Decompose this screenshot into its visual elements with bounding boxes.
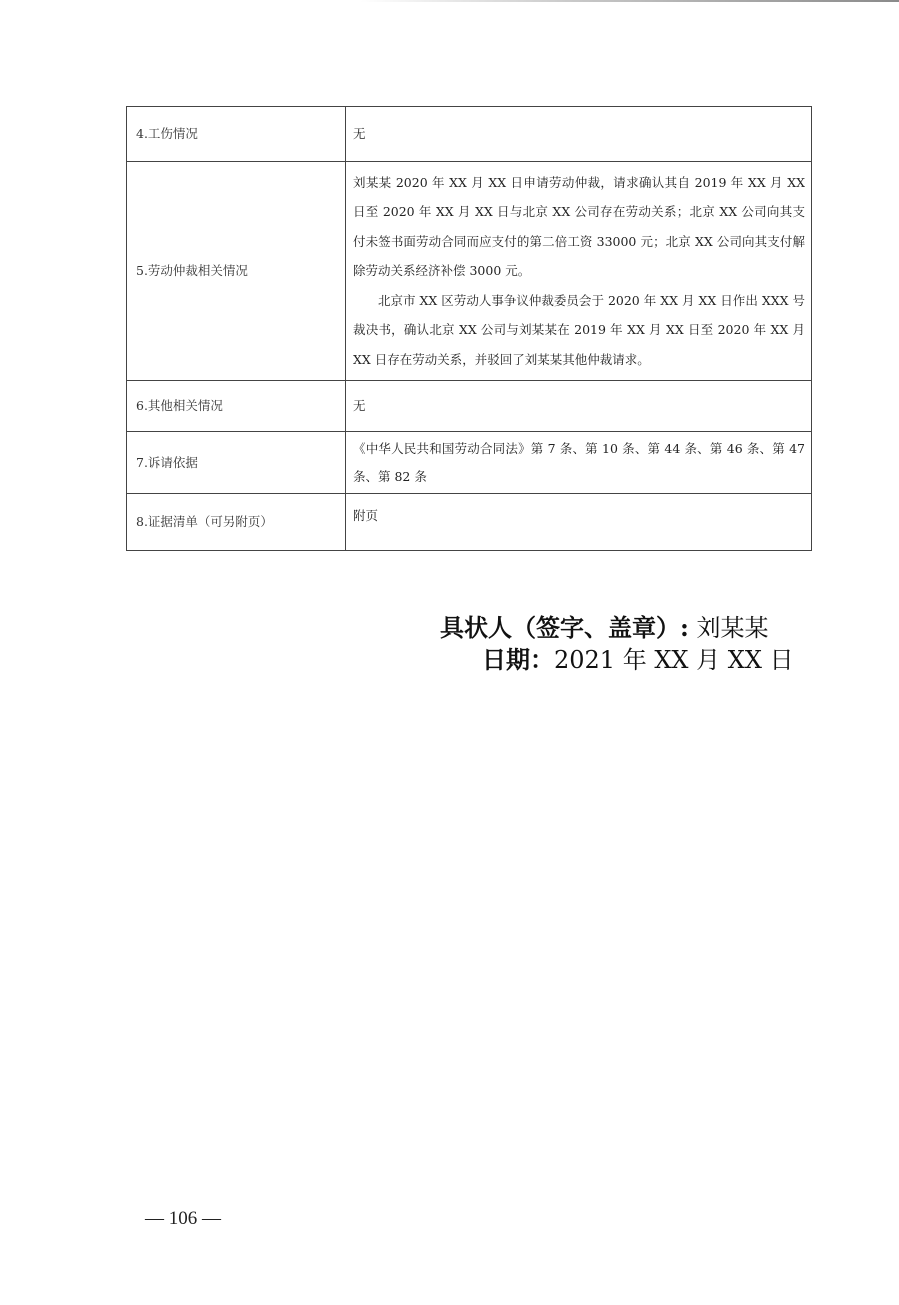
row-label: 8.证据清单（可另附页） (127, 494, 346, 551)
row-label: 6.其他相关情况 (127, 381, 346, 432)
table-row-work-injury (127, 107, 812, 162)
table-row-evidence (127, 494, 812, 551)
date-value: 2021 年 XX 月 XX 日 (554, 646, 794, 674)
row-value-text: 无 (353, 398, 366, 413)
row-value-text: 附页 (353, 508, 379, 523)
signer-name: 刘某某 (696, 614, 769, 642)
signer-line (440, 612, 794, 644)
row-label: 4.工伤情况 (127, 107, 346, 162)
complaint-form-table (126, 106, 812, 551)
row-value (346, 494, 812, 551)
row-value (346, 107, 812, 162)
date-label: 日期： (482, 645, 554, 674)
row-label: 5.劳动仲裁相关情况 (127, 162, 346, 381)
signer-label: 具状人（签字、盖章）: (440, 613, 689, 642)
row-value-text: 《中华人民共和国劳动合同法》第 7 条、第 10 条、第 44 条、第 46 条、第 47 条、第 82 条 (353, 440, 805, 484)
row-value-paragraph: 北京市 XX 区劳动人事争议仲裁委员会于 2020 年 XX 月 XX 日作出 XXX 号裁决书，确认北京 XX 公司与刘某某在 2019 年 XX 月 XX 日至 2020 年 XX 月 XX 日存在劳动关系，并驳回了刘某某其他仲裁请求。 (353, 292, 805, 367)
date-line (440, 644, 794, 676)
scan-edge-line (360, 0, 899, 2)
row-value-paragraph: 刘某某 2020 年 XX 月 XX 日申请劳动仲裁，请求确认其自 2019 年 XX 月 XX 日至 2020 年 XX 月 XX 日与北京 XX 公司存在劳动关系；北京 XX 公司向其支付未签书面劳动合同而应支付的第二倍工资 33000 元；北京 XX 公司向其支付解除劳动关系经济补偿 3000 元。 (353, 174, 805, 279)
table-row-arbitration (127, 162, 812, 381)
page-number: — 106 — (145, 1208, 221, 1229)
row-value (346, 162, 812, 381)
row-value (346, 381, 812, 432)
signature-block (440, 612, 794, 676)
row-label: 7.诉请依据 (127, 432, 346, 494)
table-row-legal-basis (127, 432, 812, 494)
row-value (346, 432, 812, 494)
row-value-text: 无 (353, 126, 366, 141)
table-row-other (127, 381, 812, 432)
